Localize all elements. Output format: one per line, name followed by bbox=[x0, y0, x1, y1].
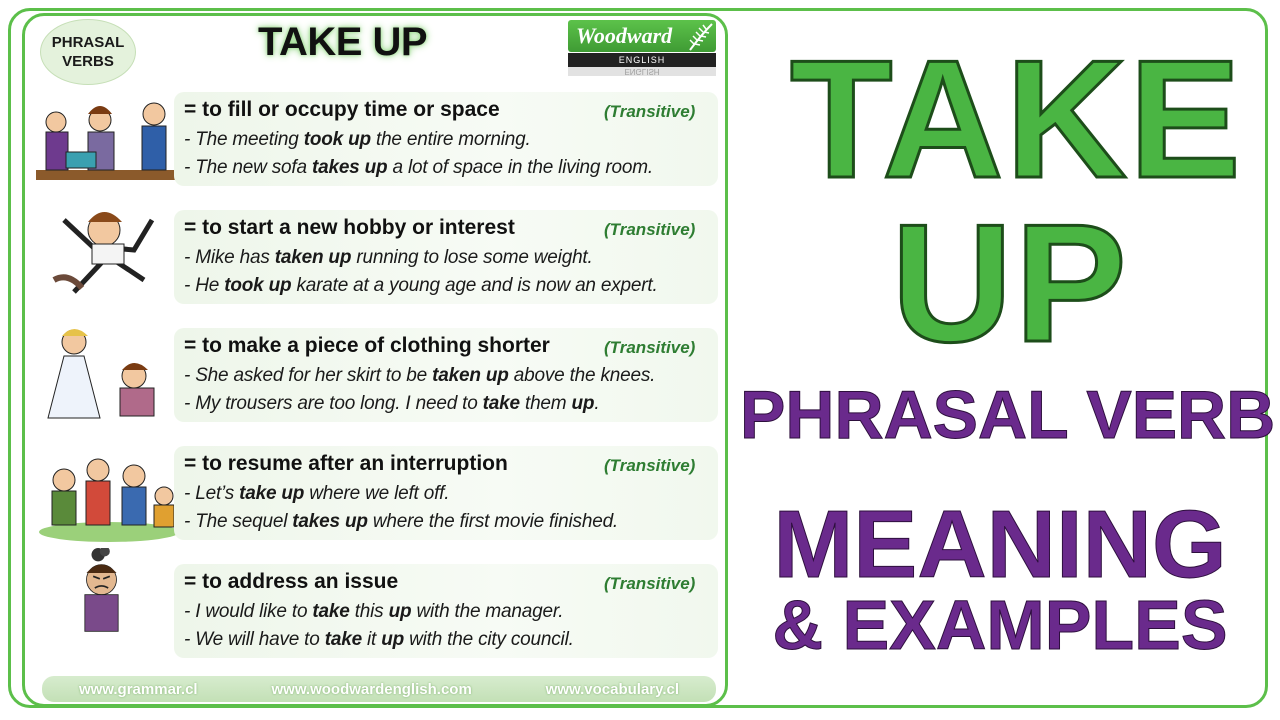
example-sentence: - Let’s take up where we left off. bbox=[184, 483, 450, 504]
definition: = to make a piece of clothing shorter bbox=[184, 334, 550, 357]
definition: = to address an issue bbox=[184, 570, 399, 593]
transitive-label: (Transitive) bbox=[604, 456, 696, 475]
transitive-label: (Transitive) bbox=[604, 220, 696, 239]
definition: = to start a new hobby or interest bbox=[184, 216, 515, 239]
example-sentence: - She asked for her skirt to be taken up above the knees. bbox=[184, 365, 656, 386]
headline-up: UP bbox=[891, 189, 1129, 377]
example-sentence: - The meeting took up the entire morning. bbox=[184, 129, 531, 150]
example-sentence: - We will have to take it up with the city council. bbox=[184, 629, 574, 650]
transitive-label: (Transitive) bbox=[604, 102, 696, 121]
example-sentence: - The new sofa takes up a lot of space in the living room. bbox=[184, 157, 653, 178]
entry-fill-occupy bbox=[174, 92, 718, 186]
footer-link-grammar[interactable]: www.grammar.cl bbox=[78, 680, 198, 698]
badge-line1: PHRASAL bbox=[51, 34, 125, 51]
fern-icon bbox=[686, 22, 714, 52]
logo-reflection: ENGLISH bbox=[568, 67, 716, 76]
logo-name: Woodward bbox=[568, 20, 716, 52]
headline-examples: & EXAMPLES bbox=[772, 586, 1228, 664]
headline-phrasal-verb: PHRASAL VERB bbox=[740, 377, 1276, 453]
headline-meaning: MEANING bbox=[773, 491, 1227, 598]
example-sentence: - He took up karate at a young age and is now an expert. bbox=[184, 275, 658, 296]
badge-line2: VERBS bbox=[62, 53, 114, 70]
example-sentence: - My trousers are too long. I need to take them up. bbox=[184, 393, 600, 414]
example-sentence: - I would like to take this up with the manager. bbox=[184, 601, 564, 622]
example-sentence: - Mike has taken up running to lose some weight. bbox=[184, 247, 593, 268]
entry-address-issue bbox=[174, 564, 718, 658]
footer-links bbox=[42, 676, 716, 702]
definition: = to fill or occupy time or space bbox=[184, 98, 500, 121]
example-sentence: - The sequel takes up where the first movie finished. bbox=[184, 511, 619, 532]
entry-start-hobby bbox=[174, 210, 718, 304]
office-meeting-illustration-icon bbox=[34, 92, 184, 192]
phrasal-verbs-badge bbox=[40, 19, 136, 85]
card-title: TAKE UP bbox=[258, 20, 428, 64]
transitive-label: (Transitive) bbox=[604, 574, 696, 593]
footer-link-woodward[interactable]: www.woodwardenglish.com bbox=[271, 680, 472, 698]
entry-resume bbox=[174, 446, 718, 540]
entry-shorten-clothing bbox=[174, 328, 718, 422]
woodward-logo bbox=[568, 20, 716, 76]
footer-link-vocabulary[interactable]: www.vocabulary.cl bbox=[545, 680, 680, 698]
family-group-illustration-icon bbox=[34, 446, 184, 546]
transitive-label: (Transitive) bbox=[604, 338, 696, 357]
definition: = to resume after an interruption bbox=[184, 452, 508, 475]
karate-kick-illustration-icon bbox=[34, 200, 184, 300]
headline-take: TAKE bbox=[790, 25, 1243, 213]
angry-man-illustration-icon bbox=[34, 548, 184, 648]
logo-sub: ENGLISH bbox=[568, 53, 716, 67]
dress-hemming-illustration-icon bbox=[34, 322, 184, 422]
